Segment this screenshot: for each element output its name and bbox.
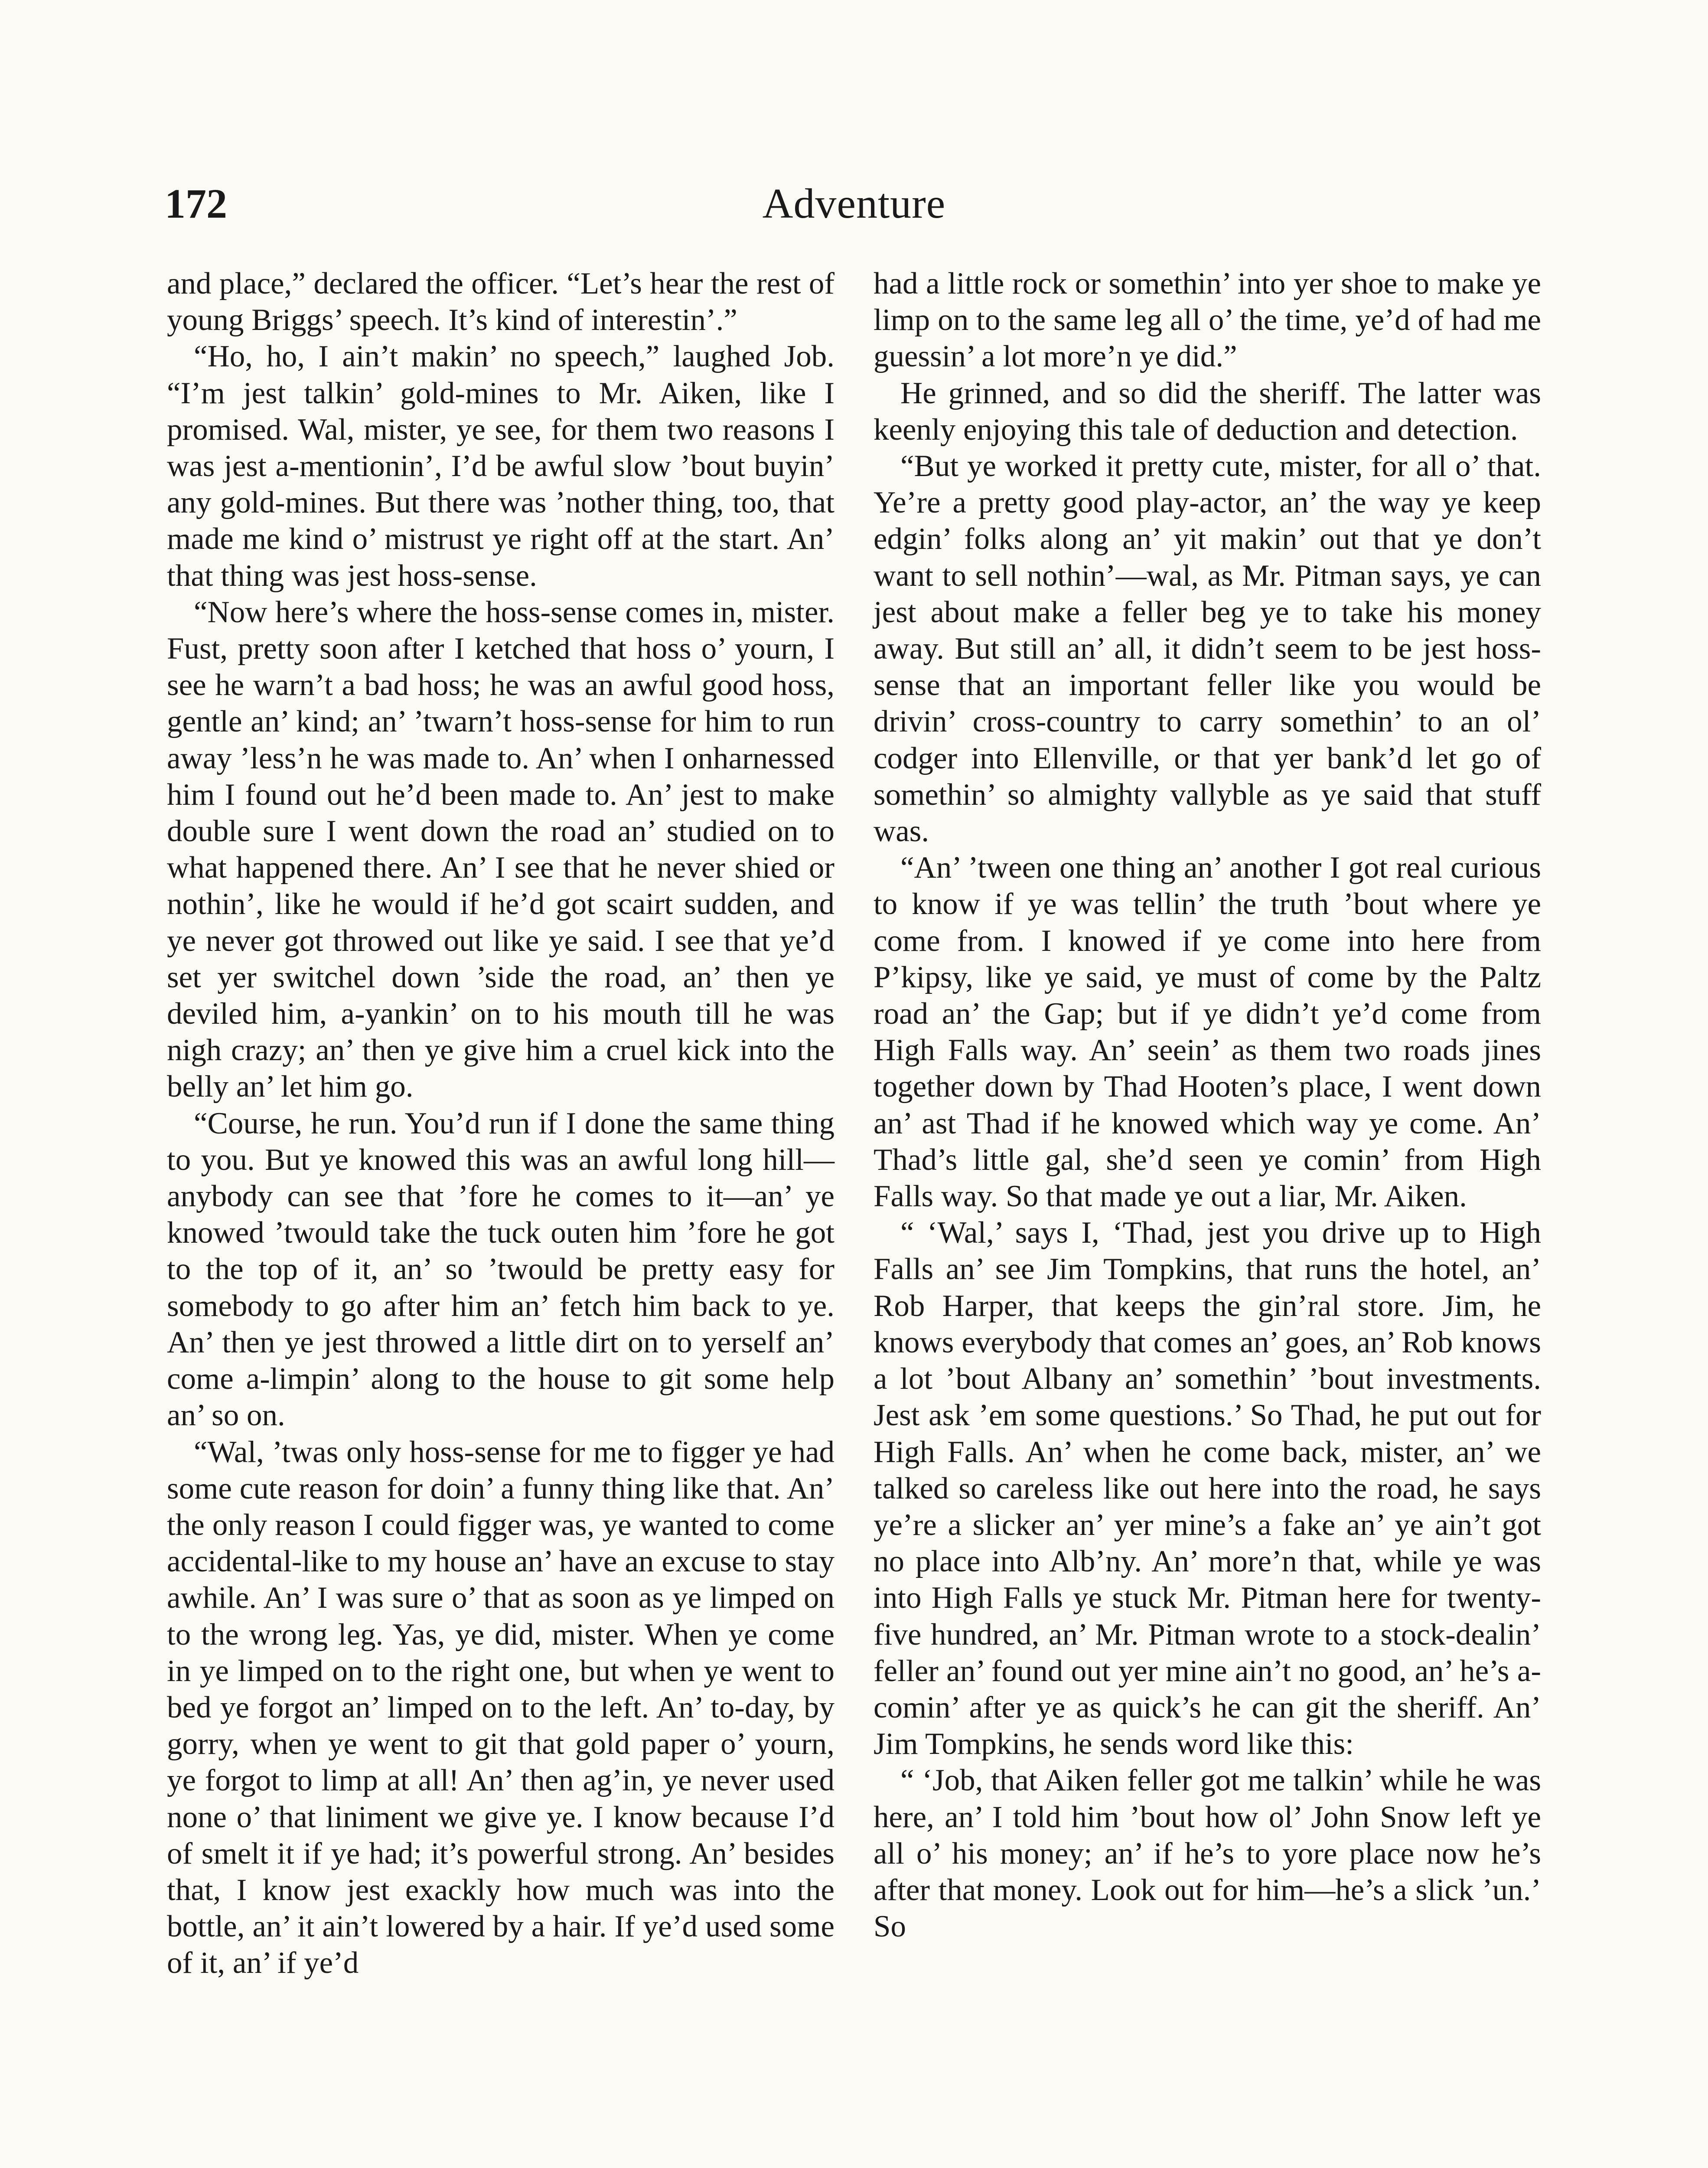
running-head: Adventure — [762, 180, 946, 227]
page-number: 172 — [165, 180, 227, 227]
paragraph: “But ye worked it pretty cute, mister, for all o’ that. Ye’re a pretty good play-actor, an’ the way ye keep edgin’ folks along an’ yit makin’ out that ye don’t want to sell nothin’—wal, as Mr. Pitman says, ye can jest about make a feller beg ye to take his money away. But still an’ all, it didn’t seem to be jest hoss-sense that an important feller like you would be drivin’ cross-country to carry somethin’ to an ol’ codger into Ellenville, or that yer bank’d let go of somethin’ so almighty vallyble as ye said that stuff was. — [874, 449, 1541, 849]
paragraph: “An’ ’tween one thing an’ another I got real curious to know if ye was tellin’ the truth ’bout where ye come from. I knowed if ye come into here from P’kipsy, like ye said, ye must of come by the Paltz road an’ the Gap; but if ye didn’t ye’d come from High Falls way. An’ seein’ as them two roads jines together down by Thad Hooten’s place, I went down an’ ast Thad if he knowed which way ye come. An’ Thad’s little gal, she’d seen ye comin’ from High Falls way. So that made ye out a liar, Mr. Aiken. — [874, 851, 1541, 1214]
paragraph: He grinned, and so did the sheriff. The latter was keenly enjoying this tale of deduction and detection. — [874, 376, 1541, 447]
left-column — [167, 265, 834, 1982]
paragraph: “Wal, ’twas only hoss-sense for me to figger ye had some cute reason for doin’ a funny thing like that. An’ the only reason I could figger was, ye wanted to come accidental-like to my house an’ have an excuse to stay awhile. An’ I was sure o’ that as soon as ye limped on to the wrong leg. Yas, ye did, mister. When ye come in ye limped on to the right one, but when ye went to bed ye forgot an’ limped on to the left. An’ to-day, by gorry, when ye went to git that gold paper o’ yourn, ye forgot to limp at all! An’ then ag’in, ye never used none o’ that liniment we give ye. I know because I’d of smelt it if ye had; it’s powerful strong. An’ besides that, I know jest exackly how much was into the bottle, an’ it ain’t lowered by a hair. If ye’d used some of it, an’ if ye’d — [167, 1435, 834, 1980]
paragraph: “ ‘Job, that Aiken feller got me talkin’ while he was here, an’ I told him ’bout how ol’ John Snow left ye all o’ his money; an’ if he’s to yore place now he’s after that money. Look out for him—he’s a slick ’un.’ So — [874, 1763, 1541, 1944]
page-header — [165, 171, 1543, 236]
paragraph: and place,” declared the officer. “Let’s hear the rest of young Briggs’ speech. It’s kind of interestin’.” — [167, 267, 834, 337]
paragraph: “ ‘Wal,’ says I, ‘Thad, jest you drive up to High Falls an’ see Jim Tompkins, that runs the hotel, an’ Rob Harper, that keeps the gin’ral store. Jim, he knows everybody that comes an’ goes, an’ Rob knows a lot ’bout Albany an’ somethin’ ’bout investments. Jest ask ’em some questions.’ So Thad, he put out for High Falls. An’ when he come back, mister, an’ we talked so careless like out here into the road, he says ye’re a slicker an’ yer mine’s a fake an’ ye ain’t got no place into Alb’ny. An’ more’n that, while ye was into High Falls ye stuck Mr. Pitman here for twenty-five hundred, an’ Mr. Pitman wrote to a stock-dealin’ feller an’ found out yer mine ain’t no good, an’ he’s a-comin’ after ye as quick’s he can git the sheriff. An’ Jim Tompkins, he sends word like this: — [874, 1216, 1541, 1761]
paragraph: “Course, he run. You’d run if I done the same thing to you. But ye knowed this was an awful long hill—anybody can see that ’fore he comes to it—an’ ye knowed ’twould take the tuck outen him ’fore he got to the top of it, an’ so ’twould be pretty easy for somebody to go after him an’ fetch him back to ye. An’ then ye jest throwed a little dirt on to yerself an’ come a-limpin’ along to the house to git some help an’ so on. — [167, 1106, 834, 1433]
paragraph: “Now here’s where the hoss-sense comes in, mister. Fust, pretty soon after I ketched that hoss o’ yourn, I see he warn’t a bad hoss; he was an awful good hoss, gentle an’ kind; an’ ’twarn’t hoss-sense for him to run away ’less’n he was made to. An’ when I onharnessed him I found out he’d been made to. An’ jest to make double sure I went down the road an’ studied on to what happened there. An’ I see that he never shied or nothin’, like he would if he’d got scairt sudden, and ye never got throwed out like ye said. I see that ye’d set yer switchel down ’side the road, an’ then ye deviled him, a-yankin’ on to his mouth till he was nigh crazy; an’ then ye give him a cruel kick into the belly an’ let him go. — [167, 595, 834, 1104]
right-column — [874, 265, 1541, 1945]
paragraph: had a little rock or somethin’ into yer shoe to make ye limp on to the same leg all o’ the time, ye’d of had me guessin’ a lot more’n ye did.” — [874, 267, 1541, 374]
paragraph: “Ho, ho, I ain’t makin’ no speech,” laughed Job. “I’m jest talkin’ gold-mines to Mr. Aiken, like I promised. Wal, mister, ye see, for them two reasons I was jest a-mentionin’, I’d be awful slow ’bout buyin’ any gold-mines. But there was ’nother thing, too, that made me kind o’ mistrust ye right off at the start. An’ that thing was jest hoss-sense. — [167, 340, 834, 593]
